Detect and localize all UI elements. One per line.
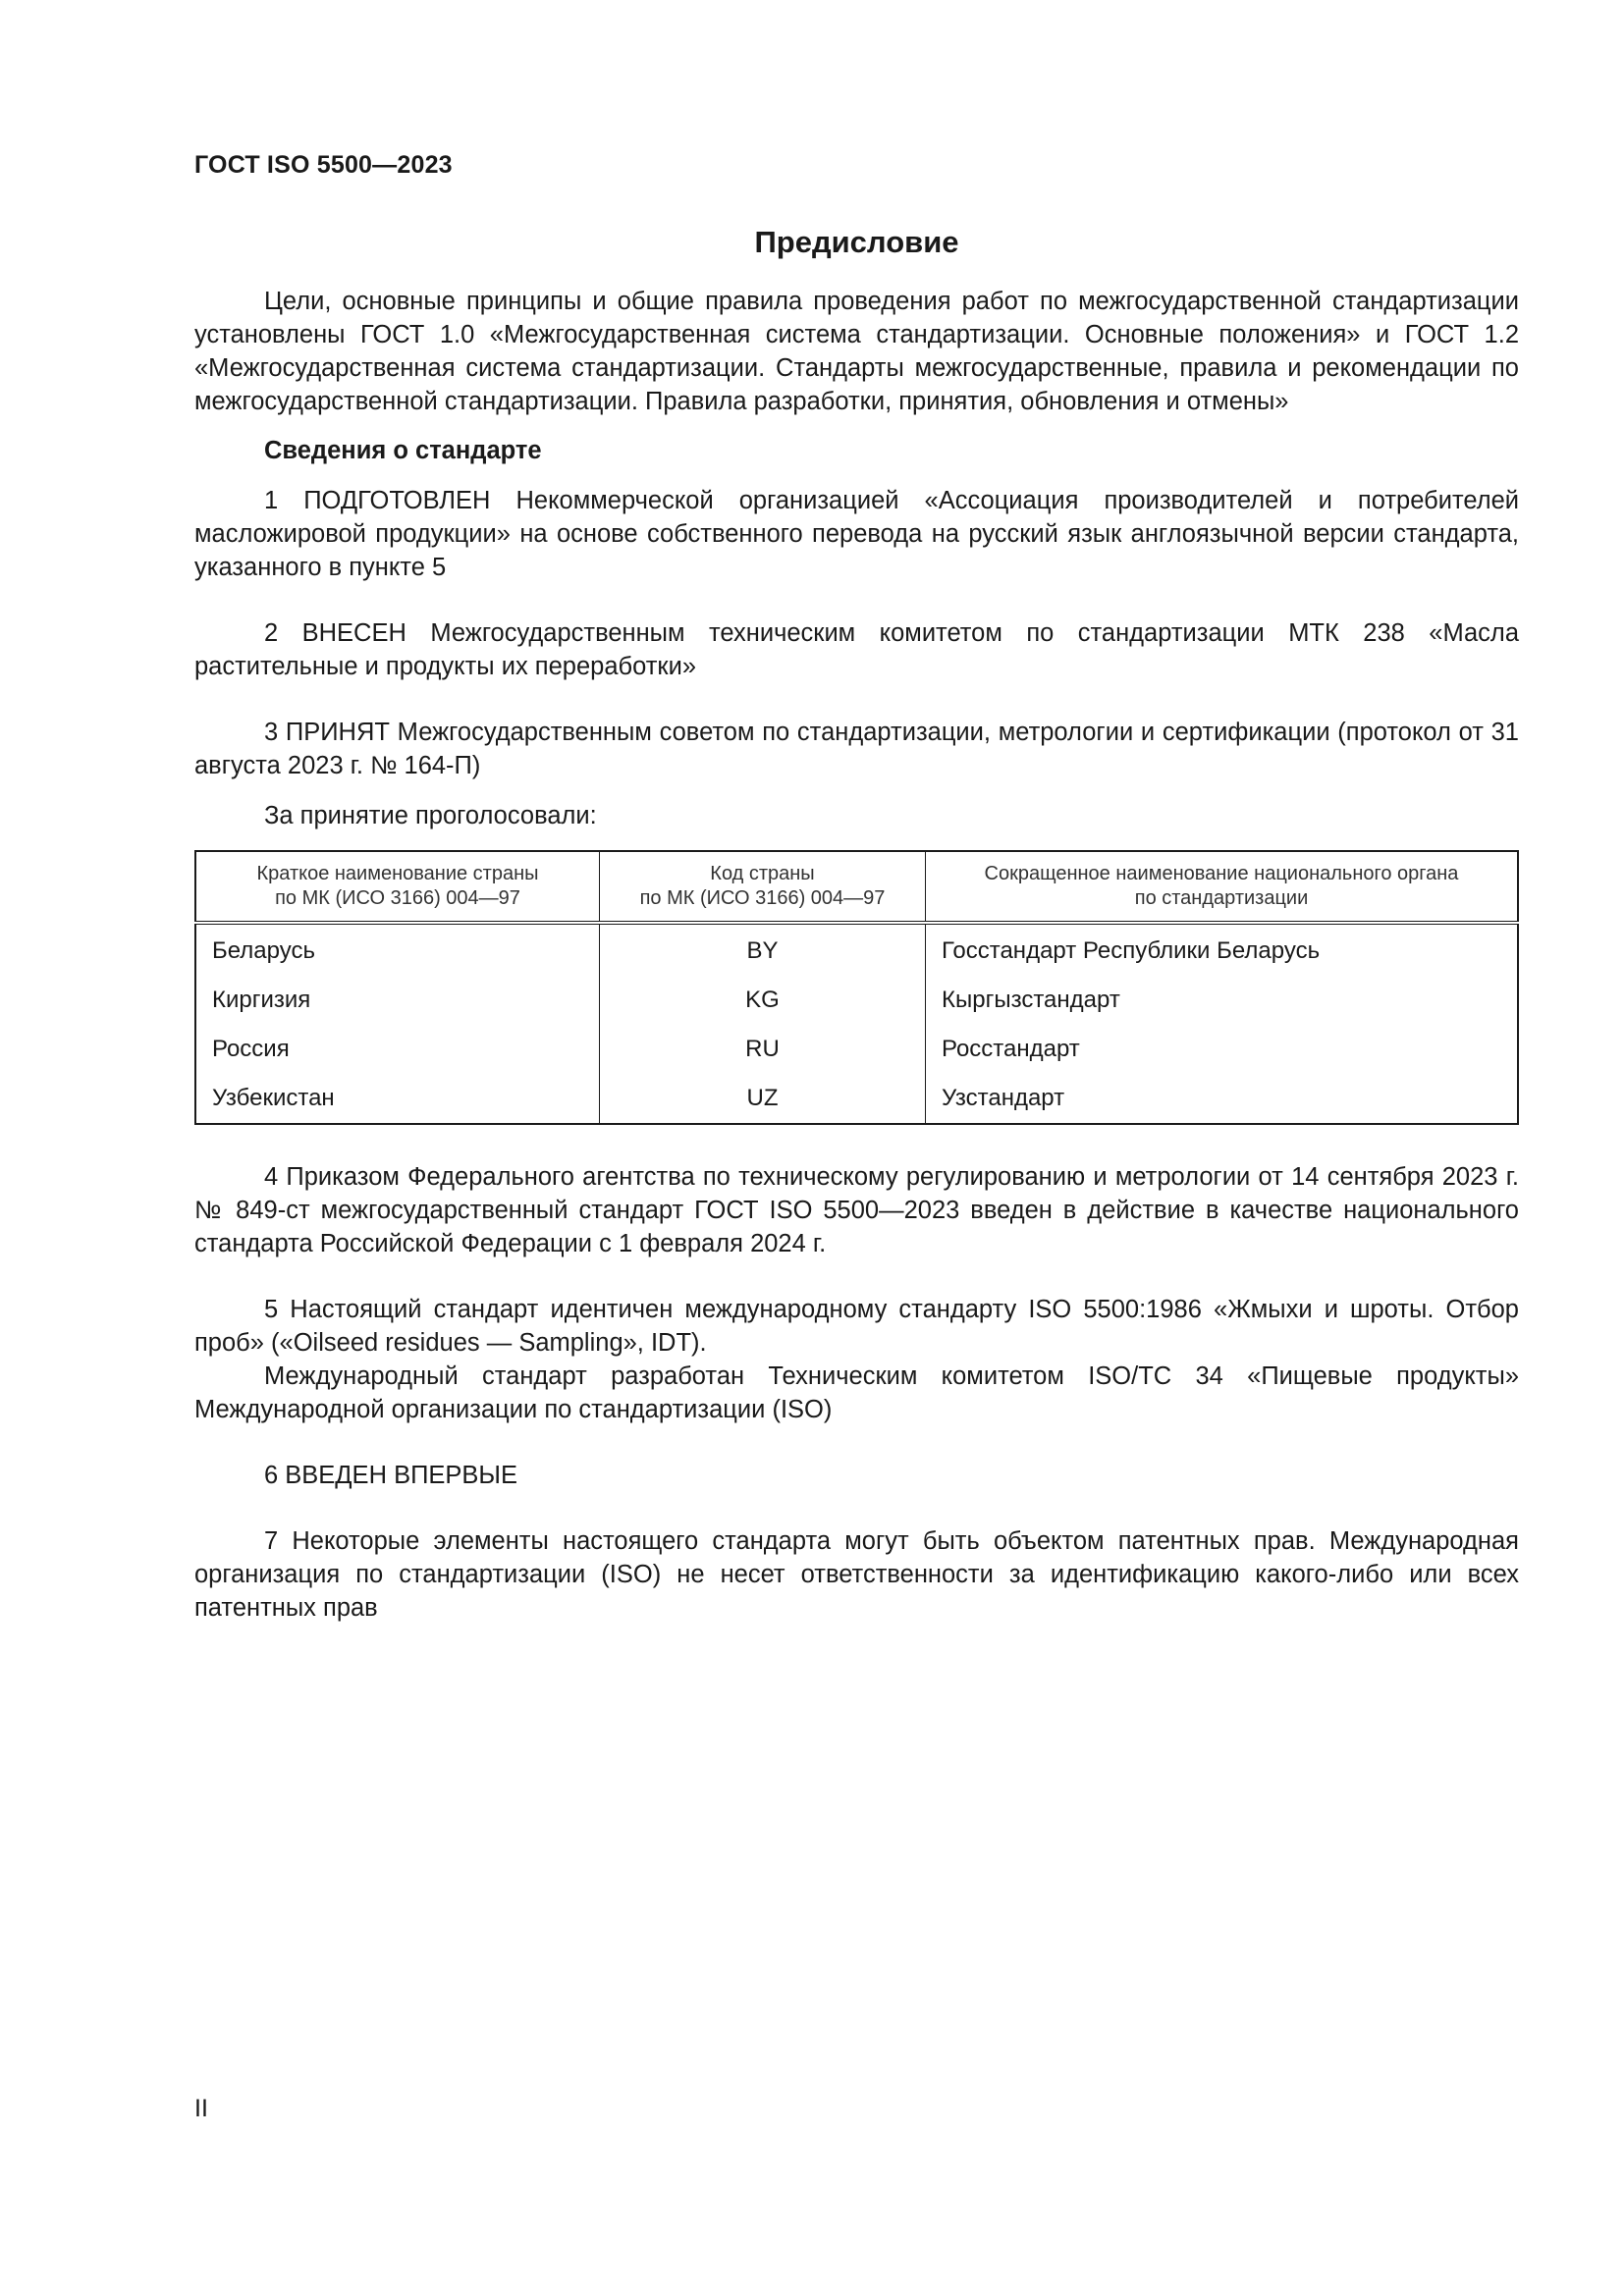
item-6-paragraph: 6 ВВЕДЕН ВПЕРВЫЕ bbox=[264, 1462, 518, 1489]
cell-country: Узбекистан bbox=[195, 1074, 600, 1124]
column-header-national-body: Сокращенное наименование национального органа по стандартизации bbox=[926, 851, 1519, 923]
table-row bbox=[195, 976, 1518, 1025]
column-header-country: Краткое наименование страны по МК (ИСО 3166) 004—97 bbox=[195, 851, 600, 923]
item-7-paragraph: 7 Некоторые элементы настоящего стандарта могут быть объектом патентных прав. Международная организация по стандартизации (ISO) не несет ответственности за идентификацию какого-либо или всех патентных прав bbox=[194, 1527, 1519, 1622]
item-3-paragraph: 3 ПРИНЯТ Межгосударственным советом по стандартизации, метрологии и сертификации (протокол от 31 августа 2023 г. № 164-П) bbox=[194, 719, 1519, 779]
table-header-row bbox=[195, 851, 1518, 923]
item-5-continuation-paragraph: Международный стандарт разработан Техническим комитетом ISO/TC 34 «Пищевые продукты» Международной организации по стандартизации (ISO) bbox=[194, 1362, 1519, 1423]
member-states-table bbox=[194, 850, 1519, 1125]
item-1-paragraph: 1 ПОДГОТОВЛЕН Некоммерческой организацией «Ассоциация производителей и потребителей масложировой продукции» на основе собственного перевода на русский язык англоязычной версии стандарта, указанного в пункте 5 bbox=[194, 487, 1519, 581]
column-header-code: Код страны по МК (ИСО 3166) 004—97 bbox=[600, 851, 926, 923]
cell-country: Россия bbox=[195, 1025, 600, 1074]
cell-code: RU bbox=[600, 1025, 926, 1074]
cell-national-body: Кыргызстандарт bbox=[942, 987, 1120, 1013]
cell-code: BY bbox=[600, 923, 926, 976]
document-code: ГОСТ ISO 5500—2023 bbox=[194, 151, 453, 179]
cell-code: UZ bbox=[600, 1074, 926, 1124]
item-5-paragraph: 5 Настоящий стандарт идентичен международному стандарту ISO 5500:1986 «Жмыхи и шроты. Отбор проб» («Oilseed residues — Sampling», IDT). bbox=[194, 1296, 1519, 1357]
cell-national-body: Росстандарт bbox=[942, 1036, 1080, 1062]
page-number: II bbox=[194, 2095, 208, 2122]
cell-national-body: Госстандарт Республики Беларусь bbox=[942, 937, 1321, 964]
page-title: Предисловие bbox=[754, 225, 959, 259]
table-row bbox=[195, 1074, 1518, 1124]
cell-country: Киргизия bbox=[195, 976, 600, 1025]
document-body bbox=[194, 285, 1519, 1625]
cell-national-body: Узстандарт bbox=[942, 1085, 1065, 1111]
table-row bbox=[195, 1025, 1518, 1074]
table-row bbox=[195, 923, 1518, 976]
item-4-paragraph: 4 Приказом Федерального агентства по техническому регулированию и метрологии от 14 сентября 2023 г. № 849-ст межгосударственный стандарт ГОСТ ISO 5500—2023 введен в действие в качестве национального стандарта Российской Федерации с 1 февраля 2024 г. bbox=[194, 1163, 1519, 1257]
item-2-paragraph: 2 ВНЕСЕН Межгосударственным техническим комитетом по стандартизации МТК 238 «Масла растительные и продукты их переработки» bbox=[194, 619, 1519, 680]
cell-country: Беларусь bbox=[195, 923, 600, 976]
intro-paragraph: Цели, основные принципы и общие правила проведения работ по межгосударственной стандартизации установлены ГОСТ 1.0 «Межгосударственная система стандартизации. Основные положения» и ГОСТ 1.2 «Межгосударственная система стандартизации. Стандарты межгосударственные, правила и рекомендации по межгосударственной стандартизации. Правила разработки, принятия, обновления и отмены» bbox=[194, 288, 1519, 415]
section-subheading: Сведения о стандарте bbox=[264, 437, 542, 464]
voted-label: За принятие проголосовали: bbox=[264, 802, 597, 829]
cell-code: KG bbox=[600, 976, 926, 1025]
